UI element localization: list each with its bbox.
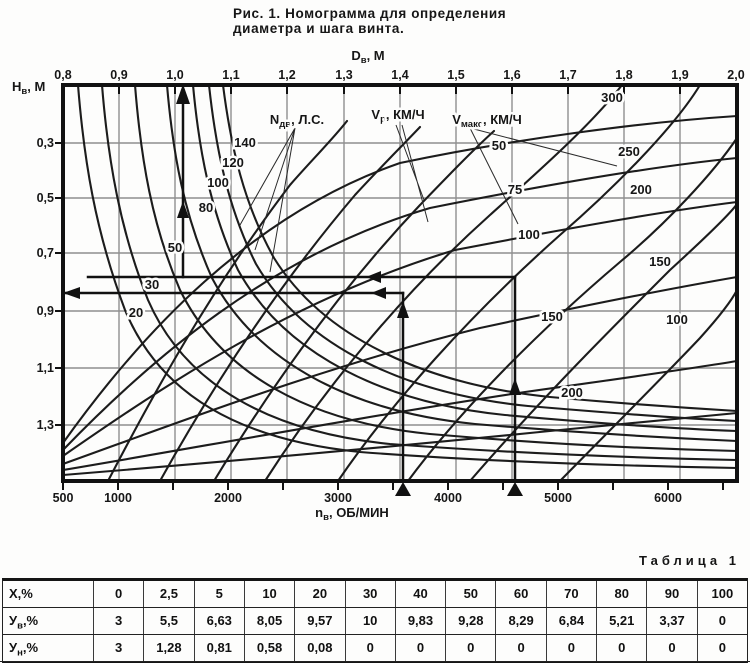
curve-label-power: 120 xyxy=(222,155,244,170)
curve-label-power: 80 xyxy=(198,200,214,215)
table-cell: 1,28 xyxy=(143,635,193,661)
curve-label-vmax: 100 xyxy=(666,312,688,327)
table-cell: 0 xyxy=(495,635,545,661)
top-axis-tick: 1,0 xyxy=(166,68,184,82)
table-cell: 9,83 xyxy=(395,608,445,634)
row-label-main: У xyxy=(9,640,18,655)
row-label-main: X xyxy=(9,586,18,601)
table-cell: 0 xyxy=(395,635,445,661)
row-label-sub: в xyxy=(17,620,23,632)
figure-caption-line1: Рис. 1. Номограмма для определения xyxy=(233,6,507,21)
table-cell: 3 xyxy=(93,635,143,661)
table-row-label xyxy=(3,635,93,661)
bottom-axis-tick: 500 xyxy=(52,491,74,505)
legend-power: $N_{дв}$, Л.С. xyxy=(269,112,325,130)
table-cell: 0 xyxy=(596,635,646,661)
curve-label-vmax: 200 xyxy=(630,182,652,197)
row-label-main: У xyxy=(9,613,18,628)
table-cell: 5,5 xyxy=(143,608,193,634)
table-cell: 5,21 xyxy=(596,608,646,634)
bottom-axis-tick: 2000 xyxy=(214,491,242,505)
top-axis-tick: 1,9 xyxy=(671,68,689,82)
table-cell: 0 xyxy=(697,635,747,661)
vmax-curve-u2 xyxy=(160,127,420,481)
vmax-curve-100 xyxy=(560,290,737,481)
figure-caption-line2: диаметра и шага винта. xyxy=(233,21,405,36)
row-label-sub: н xyxy=(17,647,23,659)
left-axis-tick: 1,3 xyxy=(36,418,54,432)
table-cell: 40 xyxy=(395,581,445,607)
curve-label-vr: 150 xyxy=(541,309,563,324)
curve-label-power: 50 xyxy=(167,240,183,255)
curve-label-vmax: 250 xyxy=(618,144,640,159)
table-cell: 5 xyxy=(194,581,244,607)
table-row xyxy=(3,581,747,607)
curve-label-vr: 50 xyxy=(491,138,507,153)
curve-label-power: 20 xyxy=(128,305,144,320)
table-cell: 50 xyxy=(445,581,495,607)
row-label-unit: ,% xyxy=(22,640,39,655)
top-axis-tick: 0,8 xyxy=(54,68,72,82)
left-axis-tick: 0,3 xyxy=(36,136,54,150)
bottom-axis-tick: 1000 xyxy=(104,491,132,505)
table-cell: 60 xyxy=(495,581,545,607)
table-cell: 0 xyxy=(345,635,395,661)
table-cell: 3 xyxy=(93,608,143,634)
table-cell: 8,05 xyxy=(244,608,294,634)
top-axis-tick: 2,0 xyxy=(727,68,745,82)
curve-label-vr: 200 xyxy=(561,385,583,400)
table-cell: 10 xyxy=(244,581,294,607)
table-cell: 20 xyxy=(294,581,344,607)
rpm-marker2-icon xyxy=(507,482,523,496)
table-cell: 9,28 xyxy=(445,608,495,634)
table-cell: 90 xyxy=(646,581,696,607)
table-cell: 0,81 xyxy=(194,635,244,661)
curve-label-vr: 100 xyxy=(518,227,540,242)
table-cell: 0 xyxy=(546,635,596,661)
top-axis-title: $D_в$, М xyxy=(351,48,385,66)
table-cell: 2,5 xyxy=(143,581,193,607)
table-row-label xyxy=(3,581,93,607)
table-cell: 30 xyxy=(345,581,395,607)
legend-vr: $V_р$, КМ/Ч xyxy=(371,107,425,125)
arrow-up-rpm1-icon xyxy=(397,301,409,318)
table-row-label xyxy=(3,608,93,634)
curve-label-power: 100 xyxy=(207,175,229,190)
table-cell: 0 xyxy=(697,608,747,634)
table-cell: 9,57 xyxy=(294,608,344,634)
table-row xyxy=(3,634,747,661)
top-axis-tick: 1,2 xyxy=(278,68,296,82)
data-table xyxy=(2,578,748,663)
row-label-unit: ,% xyxy=(17,586,33,601)
table-cell: 0 xyxy=(445,635,495,661)
top-axis-tick: 1,3 xyxy=(335,68,353,82)
left-axis-tick: 0,9 xyxy=(36,304,54,318)
table-cell: 0 xyxy=(646,635,696,661)
top-axis-tick: 1,1 xyxy=(222,68,240,82)
bottom-axis-tick: 4000 xyxy=(434,491,462,505)
left-axis-tick: 1,1 xyxy=(36,361,54,375)
arrow-left-axis-icon xyxy=(63,287,80,299)
table-cell: 6,63 xyxy=(194,608,244,634)
curve-label-power: 30 xyxy=(144,277,160,292)
table-cell: 70 xyxy=(546,581,596,607)
bottom-axis-tick: 6000 xyxy=(654,491,682,505)
curve-label-vmax: 150 xyxy=(649,254,671,269)
left-axis-tick: 0,7 xyxy=(36,246,54,260)
row-label-unit: ,% xyxy=(22,613,39,628)
arrow-up-rpm2-icon xyxy=(509,378,521,395)
left-axis-title: $Н_в$, М xyxy=(12,79,46,97)
curve-value-labels xyxy=(129,90,688,400)
table-cell: 6,84 xyxy=(546,608,596,634)
table-cell: 8,29 xyxy=(495,608,545,634)
vr-legend-leader xyxy=(396,125,428,222)
top-axis-tick: 1,6 xyxy=(503,68,521,82)
table-row xyxy=(3,607,747,634)
top-axis-tick: 1,8 xyxy=(615,68,633,82)
bottom-axis-tick: 5000 xyxy=(544,491,572,505)
table-cell: 0,08 xyxy=(294,635,344,661)
bottom-axis-title: $n_в$, ОБ/МИН xyxy=(315,505,389,523)
table-underline xyxy=(0,661,750,662)
curve-label-power: 140 xyxy=(234,135,256,150)
curve-label-vmax: 300 xyxy=(601,90,623,105)
top-axis-tick: 1,5 xyxy=(447,68,465,82)
curve-label-vr: 75 xyxy=(507,182,523,197)
table-caption: Таблица 1 xyxy=(638,553,740,568)
legend-vmax: $V_{макс}$, КМ/Ч xyxy=(452,112,522,130)
top-axis-tick: 1,7 xyxy=(559,68,577,82)
table-cell: 0 xyxy=(93,581,143,607)
table-cell: 10 xyxy=(345,608,395,634)
bottom-axis-tick: 3000 xyxy=(324,491,352,505)
rpm-marker1-icon xyxy=(395,482,411,496)
arrow-left-mid2-icon xyxy=(371,287,386,299)
top-axis-tick: 1,4 xyxy=(391,68,409,82)
table-cell: 3,37 xyxy=(646,608,696,634)
power-curve-140 xyxy=(223,85,737,411)
left-axis-tick: 0,5 xyxy=(36,191,54,205)
top-axis-tick: 0,9 xyxy=(110,68,128,82)
table-cell: 0,58 xyxy=(244,635,294,661)
table-cell: 80 xyxy=(596,581,646,607)
table-cell: 100 xyxy=(697,581,747,607)
